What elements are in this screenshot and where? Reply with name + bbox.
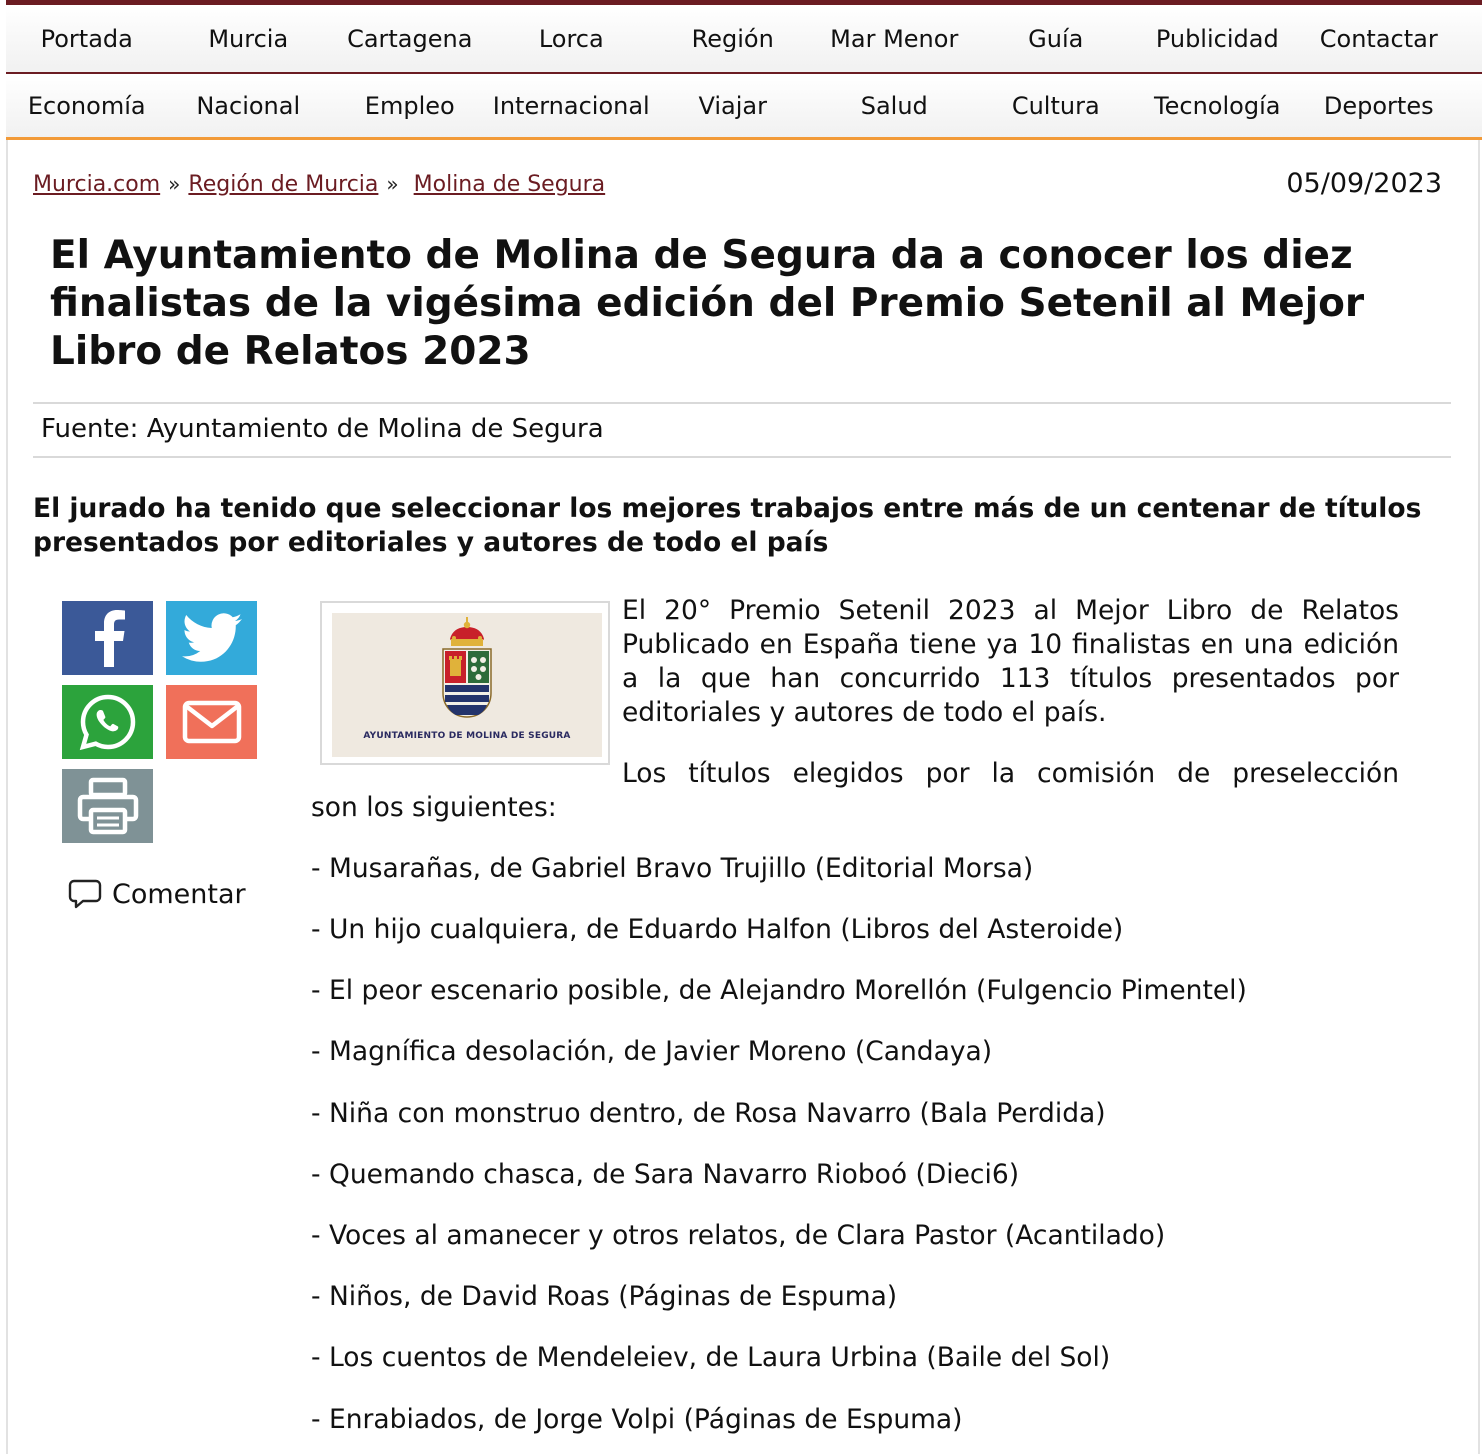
nav-item-mar-menor[interactable]: Mar Menor xyxy=(830,24,959,53)
share-whatsapp-button[interactable] xyxy=(62,685,153,759)
article-source: Fuente: Ayuntamiento de Molina de Segura xyxy=(41,414,604,444)
breadcrumb-link-home[interactable]: Murcia.com xyxy=(33,172,161,197)
nav-item-salud[interactable]: Salud xyxy=(860,91,928,120)
list-item: - Niños, de David Roas (Páginas de Espuma) xyxy=(311,1281,898,1312)
nav-item-deportes[interactable]: Deportes xyxy=(1323,91,1434,120)
paragraph-1: El 20° Premio Setenil 2023 al Mejor Libro de Relatos Publicado en España tiene ya 10 finalistas en una edición a la que han concurrido 113 títulos presentados por editoriales y autores de todo el país. xyxy=(622,595,1399,728)
nav-item-internacional[interactable]: Internacional xyxy=(492,91,650,120)
comment-label: Comentar xyxy=(112,878,246,910)
image-background xyxy=(332,613,602,757)
article-lead: El jurado ha tenido que seleccionar los mejores trabajos entre más de un centenar de títulos presentados por editoriales y autores de todo el país xyxy=(33,493,1422,558)
nav-item-cartagena[interactable]: Cartagena xyxy=(347,24,473,53)
speech-bubble-icon xyxy=(68,878,102,910)
paragraph-2-line-2: son los siguientes: xyxy=(311,792,557,823)
nav-item-region[interactable]: Región xyxy=(691,24,774,53)
list-item: - Enrabiados, de Jorge Volpi (Páginas de Espuma) xyxy=(311,1404,963,1435)
whatsapp-icon xyxy=(79,693,137,751)
nav-item-empleo[interactable]: Empleo xyxy=(364,91,455,120)
list-item: - Un hijo cualquiera, de Eduardo Halfon (Libros del Asteroide) xyxy=(311,914,1124,945)
facebook-icon xyxy=(88,609,128,667)
breadcrumb-link-region[interactable]: Región de Murcia xyxy=(188,172,379,197)
comment-link[interactable] xyxy=(68,878,246,910)
breadcrumb xyxy=(33,172,605,197)
list-item: - Magnífica desolación, de Javier Moreno (Candaya) xyxy=(311,1036,993,1067)
list-item: - El peor escenario posible, de Alejandro Morellón (Fulgencio Pimentel) xyxy=(311,975,1247,1006)
nav-item-guia[interactable]: Guía xyxy=(1028,24,1084,53)
nav-item-contactar[interactable]: Contactar xyxy=(1319,24,1438,53)
list-item: - Voces al amanecer y otros relatos, de Clara Pastor (Acantilado) xyxy=(311,1220,1166,1251)
frame-right-border xyxy=(1478,140,1480,1454)
nav-item-portada[interactable]: Portada xyxy=(40,24,133,53)
breadcrumb-separator: » xyxy=(386,172,399,196)
publish-date: 05/09/2023 xyxy=(1286,168,1442,199)
article-image[interactable] xyxy=(320,601,610,765)
nav-item-tecnologia[interactable]: Tecnología xyxy=(1154,91,1281,120)
print-icon xyxy=(77,777,139,835)
nav-item-publicidad[interactable]: Publicidad xyxy=(1155,24,1279,53)
nav-item-viajar[interactable]: Viajar xyxy=(698,91,767,120)
list-item: - Musarañas, de Gabriel Bravo Trujillo (Editorial Morsa) xyxy=(311,853,1034,884)
image-caption: AYUNTAMIENTO DE MOLINA DE SEGURA xyxy=(363,731,571,741)
share-email-button[interactable] xyxy=(166,685,257,759)
list-item: - Niña con monstruo dentro, de Rosa Navarro (Bala Perdida) xyxy=(311,1098,1106,1129)
share-twitter-button[interactable] xyxy=(166,601,257,675)
frame-left-border xyxy=(6,140,8,1454)
paragraph-2-line-1: Los títulos elegidos por la comisión de preselección xyxy=(622,758,1399,789)
twitter-icon xyxy=(182,613,242,663)
article-title: El Ayuntamiento de Molina de Segura da a conocer los diez finalistas de la vigésima edición del Premio Setenil al Mejor Libro de Relatos 2023 xyxy=(50,233,1365,374)
secondary-nav xyxy=(6,74,1482,140)
breadcrumb-separator: » xyxy=(168,172,181,196)
list-item: - Los cuentos de Mendeleiev, de Laura Urbina (Baile del Sol) xyxy=(311,1342,1111,1373)
source-box xyxy=(33,402,1451,458)
nav-item-murcia[interactable]: Murcia xyxy=(208,24,289,53)
print-button[interactable] xyxy=(62,769,153,843)
primary-nav xyxy=(6,5,1482,74)
breadcrumb-link-molina[interactable]: Molina de Segura xyxy=(413,172,606,197)
nav-item-cultura[interactable]: Cultura xyxy=(1011,91,1100,120)
nav-item-economia[interactable]: Economía xyxy=(27,91,146,120)
list-item: - Quemando chasca, de Sara Navarro Rioboó (Dieci6) xyxy=(311,1159,1020,1190)
email-icon xyxy=(182,700,242,744)
nav-item-nacional[interactable]: Nacional xyxy=(196,91,301,120)
nav-item-lorca[interactable]: Lorca xyxy=(538,24,604,53)
share-facebook-button[interactable] xyxy=(62,601,153,675)
